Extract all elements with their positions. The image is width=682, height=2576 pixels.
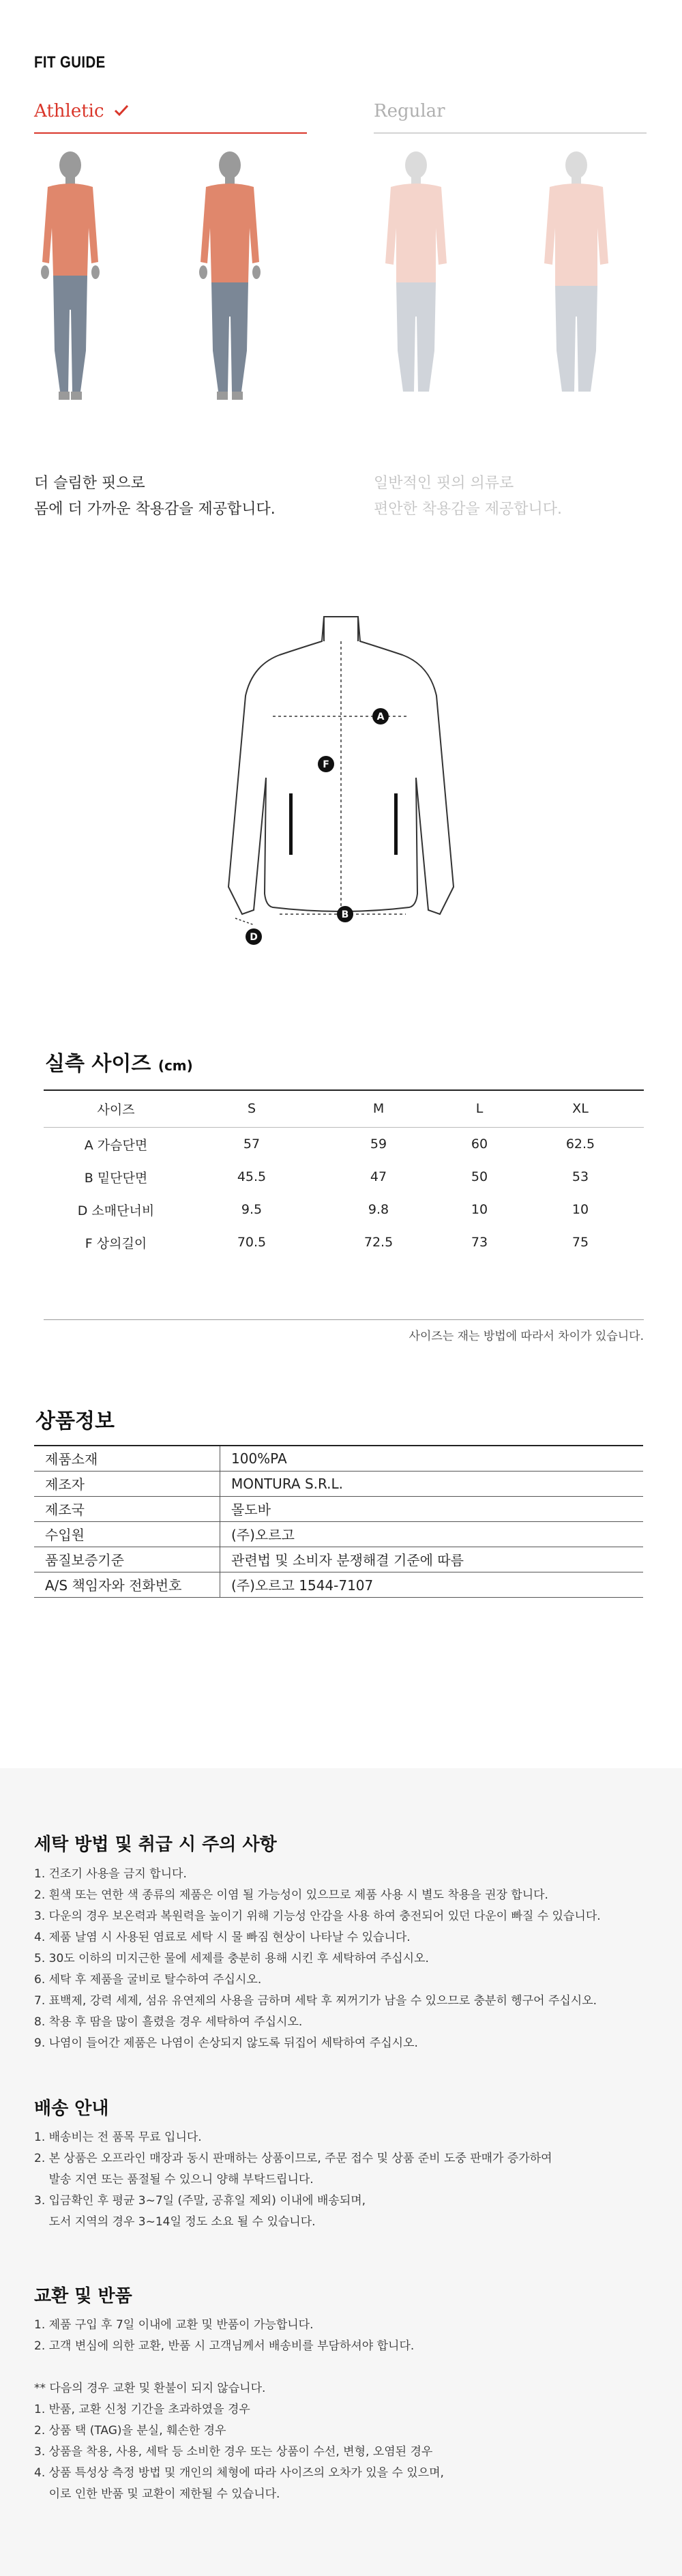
athletic-description: 더 슬림한 핏으로 몸에 더 가까운 착용감을 제공합니다. [34, 475, 276, 518]
size-table [44, 1090, 644, 1259]
care-title: 세탁 방법 및 취급 시 주의 사항 [34, 1834, 277, 1855]
regular-back-figure [539, 146, 614, 412]
table-row [34, 1471, 643, 1496]
cell: 10 [471, 1202, 488, 1217]
athletic-back-figure [192, 146, 267, 412]
cell: 47 [370, 1169, 387, 1184]
athletic-front-figure [33, 146, 108, 412]
size-chart-title: 실측 사이즈 (cm) [45, 1052, 193, 1076]
table-row [34, 1496, 643, 1521]
row-label: B 밑단단면 [84, 1170, 148, 1186]
list-item: 4. 상품 특성상 측정 방법 및 개인의 체형에 따라 사이즈의 오차가 있을 수 있으며, [34, 2466, 444, 2480]
info-key: A/S 책임자와 전화번호 [34, 1572, 220, 1597]
list-item: 2. 흰색 또는 연한 색 종류의 제품은 이염 될 가능성이 있으므로 제품 사용 시 별도 착용을 권장 합니다. [34, 1888, 548, 1902]
regular-description: 일반적인 핏의 의류로 편안한 착용감을 제공합니다. [374, 475, 563, 518]
size-note: 사이즈는 재는 방법에 따라서 차이가 있습니다. [409, 1330, 644, 1343]
list-item [34, 2357, 662, 2378]
cell: 73 [471, 1235, 488, 1250]
cell: 59 [370, 1137, 387, 1152]
list-item: 6. 세탁 후 제품을 굴비로 탈수하여 주십시오. [34, 1973, 262, 1987]
info-value: 관련법 및 소비자 분쟁해결 기준에 따름 [220, 1547, 644, 1572]
label-d: D [250, 932, 258, 943]
row-label: D 소매단너비 [77, 1203, 155, 1218]
product-info-table [34, 1445, 643, 1598]
list-item: ** 다음의 경우 교환 및 환불이 되지 않습니다. [34, 2382, 266, 2395]
list-item: 5. 30도 이하의 미지근한 물에 세제를 충분히 용해 시킨 후 세탁하여 주십시오. [34, 1952, 429, 1965]
list-item: 2. 본 상품은 오프라인 매장과 동시 판매하는 상품이므로, 주문 접수 및 상품 준비 도중 판매가 증가하여 [34, 2152, 552, 2165]
cell: 50 [471, 1169, 488, 1184]
size-table-header [44, 1090, 644, 1128]
cell: 72.5 [364, 1235, 394, 1250]
cell: 57 [243, 1137, 261, 1152]
info-value: MONTURA S.R.L. [220, 1471, 644, 1496]
info-key: 제조국 [34, 1496, 220, 1521]
cell: 75 [572, 1235, 589, 1250]
cell: 9.8 [368, 1202, 389, 1217]
table-row [34, 1446, 643, 1471]
info-value: (주)오르고 [220, 1521, 644, 1547]
cell: 60 [471, 1137, 488, 1152]
table-row [34, 1547, 643, 1572]
shipping-list [34, 2127, 662, 2233]
fit-guide-title: FIT GUIDE [34, 53, 106, 72]
header-xl: XL [517, 1090, 644, 1128]
info-value: 몰도바 [220, 1496, 644, 1521]
header-l: L [442, 1090, 517, 1128]
list-item: 3. 다운의 경우 보온력과 복원력을 높이기 위해 기능성 안감을 사용 하여 충전되어 있던 다운이 빠질 수 있습니다. [34, 1909, 601, 1923]
cell: 9.5 [241, 1202, 263, 1217]
table-row [44, 1193, 644, 1226]
info-key: 제품소재 [34, 1446, 220, 1471]
product-info-title: 상품정보 [35, 1409, 115, 1433]
table-row [44, 1160, 644, 1193]
regular-front-figure [379, 146, 454, 412]
list-item: 1. 제품 구입 후 7일 이내에 교환 및 반품이 가능합니다. [34, 2318, 314, 2332]
cell: 53 [572, 1169, 589, 1184]
list-item: 발송 지연 또는 품절될 수 있으니 양해 부탁드립니다. [34, 2173, 314, 2186]
info-key: 제조자 [34, 1471, 220, 1496]
list-item: 2. 고객 변심에 의한 교환, 반품 시 고객님께서 배송비를 부담하셔야 합니다. [34, 2339, 415, 2353]
exchange-title: 교환 및 반품 [34, 2286, 132, 2307]
list-item: 4. 제품 날염 시 사용된 염료로 세탁 시 물 빠짐 현상이 나타날 수 있습니다. [34, 1931, 411, 1944]
label-a: A [376, 712, 385, 722]
header-m: M [315, 1090, 442, 1128]
tab-athletic-label: Athletic [34, 101, 104, 121]
header-size: 사이즈 [44, 1090, 188, 1128]
table-row [34, 1521, 643, 1547]
header-s: S [188, 1090, 315, 1128]
label-b: B [341, 909, 349, 920]
list-item: 3. 입금확인 후 평균 3~7일 (주말, 공휴일 제외) 이내에 배송되며, [34, 2194, 366, 2208]
info-key: 품질보증기준 [34, 1547, 220, 1572]
list-item: 이로 인한 반품 및 교환이 제한될 수 있습니다. [34, 2487, 280, 2501]
cell: 45.5 [237, 1169, 267, 1184]
cell: 70.5 [237, 1235, 267, 1250]
list-item: 8. 착용 후 땀을 많이 흘렸을 경우 세탁하여 주십시오. [34, 2015, 303, 2029]
care-list [34, 1864, 662, 2054]
list-item: 9. 나염이 들어간 제품은 나염이 손상되지 않도록 뒤집어 세탁하여 주십시오. [34, 2036, 418, 2050]
table-row [34, 1572, 643, 1597]
row-label: F 상의길이 [85, 1235, 147, 1251]
list-item: 도서 지역의 경우 3~14일 정도 소요 될 수 있습니다. [34, 2215, 316, 2229]
divider [44, 1319, 644, 1320]
cell: 10 [572, 1202, 589, 1217]
info-value: (주)오르고 1544-7107 [220, 1572, 644, 1597]
info-key: 수입원 [34, 1521, 220, 1547]
list-item: 7. 표백제, 강력 세제, 섬유 유연제의 사용을 금하며 세탁 후 찌꺼기가 남을 수 있으므로 충분히 헹구어 주십시오. [34, 1994, 597, 2008]
list-item: 2. 상품 택 (TAG)을 분실, 훼손한 경우 [34, 2424, 226, 2438]
row-label: A 가슴단면 [84, 1137, 148, 1153]
table-row [44, 1128, 644, 1161]
jacket-measurement-diagram [205, 600, 477, 962]
label-f: F [323, 759, 329, 770]
exchange-list [34, 2315, 662, 2505]
table-row [44, 1226, 644, 1259]
list-item: 1. 배송비는 전 품목 무료 입니다. [34, 2131, 202, 2144]
tab-regular-label: Regular [374, 101, 445, 121]
shipping-title: 배송 안내 [34, 2098, 109, 2119]
check-icon [114, 101, 129, 121]
info-value: 100%PA [220, 1446, 644, 1471]
list-item: 1. 반품, 교환 신청 기간을 초과하였을 경우 [34, 2403, 250, 2416]
tab-regular[interactable] [374, 101, 647, 134]
tab-athletic[interactable] [34, 101, 307, 134]
list-item: 3. 상품을 착용, 사용, 세탁 등 소비한 경우 또는 상품이 수선, 변형, 오염된 경우 [34, 2445, 433, 2459]
list-item: 1. 건조기 사용을 금지 합니다. [34, 1867, 187, 1881]
cell: 62.5 [565, 1137, 595, 1152]
